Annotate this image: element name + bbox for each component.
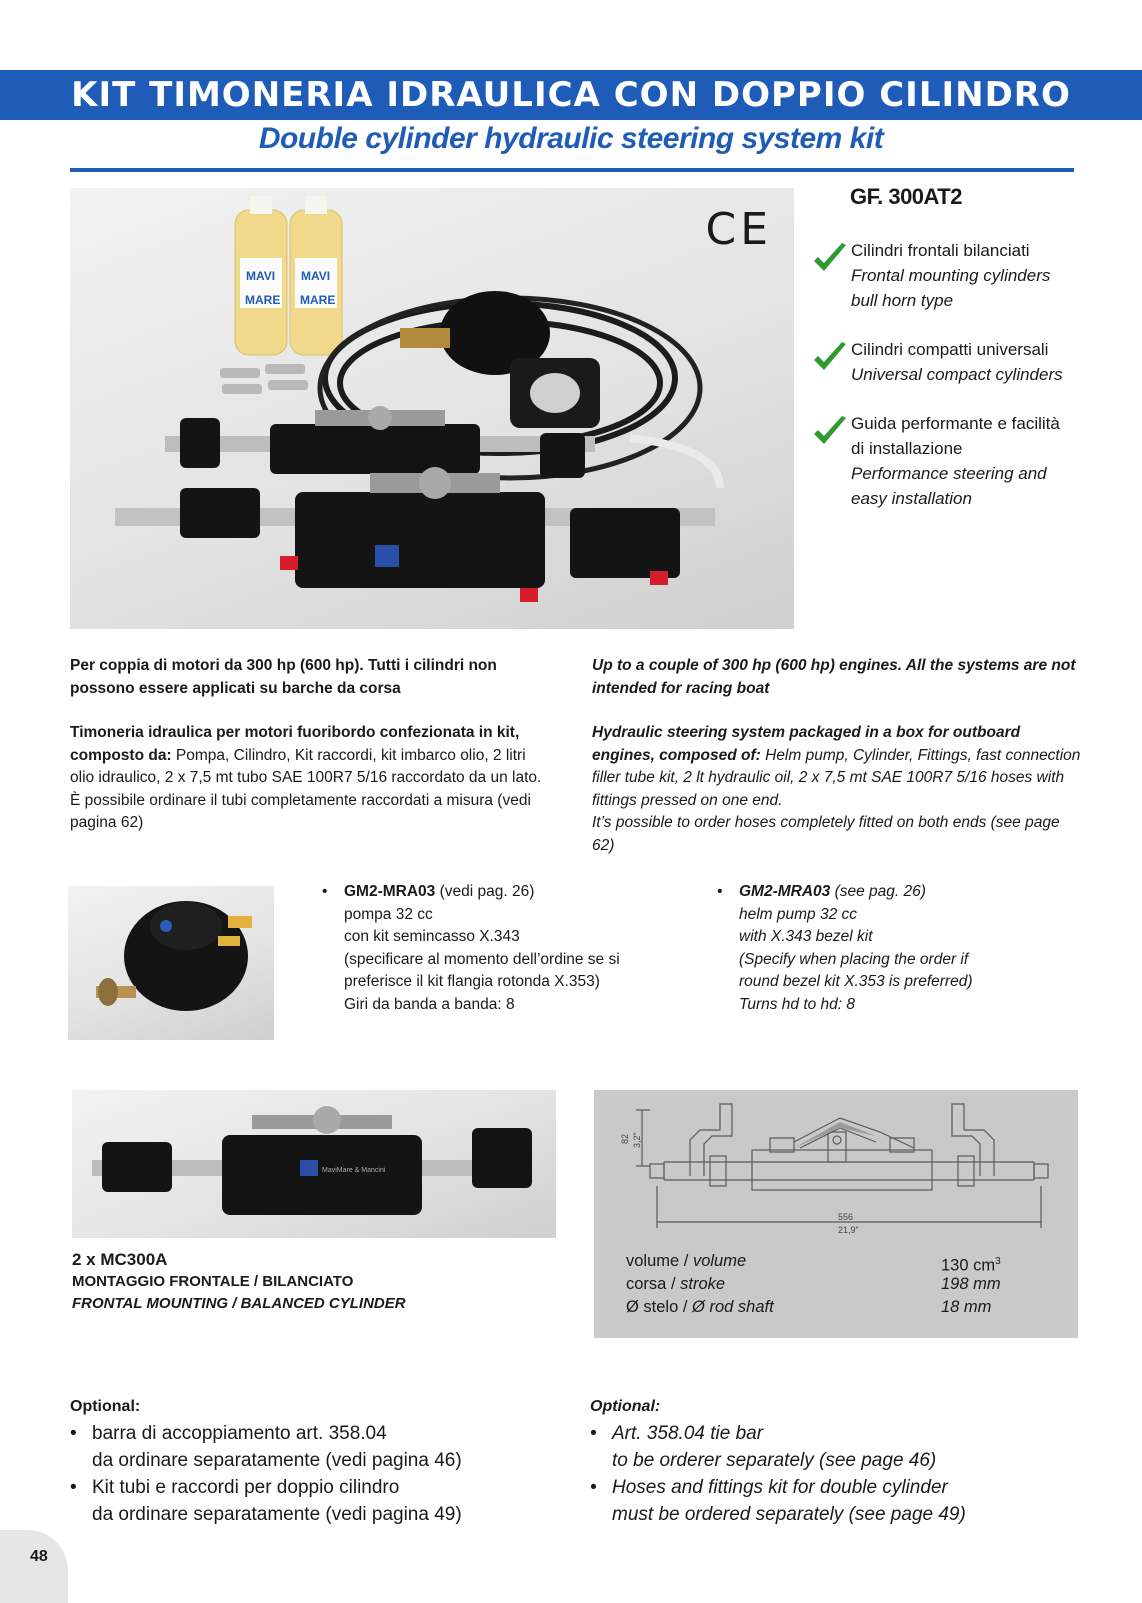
pump-line-en-1: helm pump 32 cc [739, 905, 858, 923]
spec-label-en: Ø rod shaft [692, 1298, 774, 1316]
optional-en [590, 1398, 1090, 1528]
feature-1-it: Cilindri frontali bilanciati [851, 241, 1030, 260]
cylinder-mount-en: FRONTAL MOUNTING / BALANCED CYLINDER [72, 1295, 406, 1312]
pump-line-en-2: with X.343 bezel kit [739, 928, 873, 945]
optional-item [590, 1420, 1090, 1474]
spec-value: 198 mm [941, 1275, 1001, 1293]
intro-it [70, 655, 560, 700]
optional-item [70, 1474, 570, 1528]
spec-value: 18 mm [941, 1298, 992, 1316]
pump-line-it-2: con kit semincasso X.343 [344, 928, 520, 945]
pump-ref-it: (vedi pag. 26) [435, 883, 535, 900]
page-tab [0, 1530, 68, 1603]
checkmark-icon [812, 415, 848, 449]
page-subtitle: Double cylinder hydraulic steering system kit [258, 122, 884, 155]
optional-it [70, 1398, 570, 1528]
pump-line-it-3: (specificare al momento dell’ordine se si [344, 950, 620, 968]
pump-line-en-4: round bezel kit X.353 is preferred) [739, 973, 973, 990]
kit-photo [70, 188, 794, 629]
checkmark-icon [812, 242, 848, 276]
optional-item-line: • Hoses and fittings kit for double cylinder [612, 1477, 948, 1498]
spec-row: corsa / stroke 198 mm [626, 1273, 1046, 1296]
pump-info-en [717, 881, 1047, 1016]
feature-1-en: Frontal mounting cylinders bull horn type [851, 266, 1051, 310]
svg-text:MARE: MARE [300, 293, 336, 307]
feature-3 [812, 411, 1072, 511]
optional-item [590, 1474, 1090, 1528]
cylinder-technical-drawing [594, 1090, 1078, 1250]
feature-2 [812, 337, 1072, 387]
spec-label-it: corsa [626, 1275, 667, 1293]
checkmark-icon [812, 341, 848, 375]
pump-ref-en: (see pag. 26) [830, 883, 926, 900]
cylinder-mount-it: MONTAGGIO FRONTALE / BILANCIATO [72, 1273, 354, 1290]
optional-item [70, 1420, 570, 1474]
kit-description-it [70, 722, 550, 835]
optional-item-line: • barra di accoppiamento art. 358.04 [92, 1423, 387, 1444]
feature-2-en: Universal compact cylinders [851, 365, 1063, 384]
spec-row: Ø stelo / Ø rod shaft 18 mm [626, 1296, 1046, 1319]
spec-table [626, 1250, 1046, 1319]
product-code: GF. 300AT2 [850, 184, 962, 209]
optional-heading-en: Optional: [590, 1398, 661, 1415]
spec-value: 130 cm [941, 1256, 996, 1275]
drawing-height-in: 3,2" [632, 1132, 642, 1148]
spec-unit-sup: 3 [995, 1256, 1001, 1267]
feature-3-it: Guida performante e facilità di installazione [851, 414, 1060, 458]
cylinder-caption [72, 1248, 552, 1315]
optional-item-line: must be ordered separately (see page 49) [612, 1504, 966, 1525]
optional-item-line: • Art. 358.04 tie bar [612, 1423, 764, 1444]
pump-code-it: GM2-MRA03 [344, 883, 436, 900]
optional-item-line: da ordinare separatamente (vedi pagina 49) [92, 1504, 462, 1525]
pump-line-en-3: (Specify when placing the order if [739, 950, 969, 968]
spec-box [594, 1090, 1078, 1338]
header-divider [70, 168, 1074, 172]
pump-line-en-5: Turns hd to hd: 8 [739, 995, 856, 1013]
kit-lead-it: Timoneria idraulica per motori fuoribordo confezionata in kit, composto da: [70, 724, 520, 764]
spec-row: volume / volume 130 $cm^3$ [626, 1252, 1001, 1275]
optional-item-line: • Kit tubi e raccordi per doppio cilindro [92, 1477, 400, 1498]
page-title: KIT TIMONERIA IDRAULICA CON DOPPIO CILINDRO [0, 70, 1142, 120]
feature-1 [812, 238, 1072, 313]
intro-en [592, 655, 1082, 700]
cylinder-photo [72, 1090, 556, 1238]
ce-mark: CE [705, 204, 772, 255]
spec-label-en: volume [692, 1252, 747, 1270]
pump-photo [68, 886, 274, 1040]
intro-en-text: Up to a couple of 300 hp (600 hp) engines. All the systems are not intended for racing boat [592, 657, 1076, 697]
kit-body-en: Helm pump, Cylinder, Fittings, fast connection filler tube kit, 2 lt hydraulic oil, 2 x 7,5 mt SAE 100R7 5/16 hoses with fittings pressed on one end. [592, 746, 1081, 809]
spec-label-it: volume [626, 1252, 680, 1270]
page-number: 48 [30, 1548, 48, 1565]
drawing-height-mm: 82 [620, 1133, 630, 1144]
optional-item-line: to be orderer separately (see page 46) [612, 1450, 937, 1471]
kit-body-it: Pompa, Cilindro, Kit raccordi, kit imbarco olio, 2 litri olio idraulico, 2 x 7,5 mt tubo SAE 100R7 5/16 raccordato da un lato. [70, 746, 542, 786]
pump-line-it-4: preferisce il kit flangia rotonda X.353) [344, 973, 600, 990]
kit-description-en [592, 722, 1082, 857]
pump-info-it [322, 881, 652, 1016]
svg-text:MAVI: MAVI [301, 269, 331, 283]
intro-it-text: Per coppia di motori da 300 hp (600 hp). Tutti i cilindri non possono essere applicati su barche da corsa [70, 657, 497, 697]
spec-label-en: stroke [680, 1275, 726, 1293]
kit-note-en: It’s possible to order hoses completely fitted on both ends (see page 62) [592, 814, 1060, 854]
optional-heading-it: Optional: [70, 1398, 141, 1415]
pump-code-en: GM2-MRA03 [739, 883, 831, 900]
spec-label-it: Ø stelo [626, 1298, 679, 1316]
feature-2-it: Cilindri compatti universali [851, 340, 1049, 359]
drawing-length-mm: 556 [838, 1212, 854, 1222]
drawing-length-in: 21,9" [838, 1225, 859, 1235]
optional-item-line: da ordinare separatamente (vedi pagina 46) [92, 1450, 462, 1471]
kit-lead-en: Hydraulic steering system packaged in a box for outboard engines, composed of: [592, 724, 1021, 764]
pump-line-it-5: Giri da banda a banda: 8 [344, 995, 515, 1013]
cylinder-model: 2 x MC300A [72, 1250, 168, 1269]
pump-line-it-1: pompa 32 cc [344, 905, 433, 923]
feature-3-en: Performance steering and easy installation [851, 464, 1047, 508]
bottle-brand-bottom: MARE [245, 293, 281, 307]
cylinder-label-brand: MaviMare & Mancini [322, 1167, 386, 1174]
kit-note-it: È possibile ordinare il tubi completamente raccordati a misura (vedi pagina 62) [70, 791, 531, 831]
bottle-brand-top: MAVI [246, 269, 276, 283]
